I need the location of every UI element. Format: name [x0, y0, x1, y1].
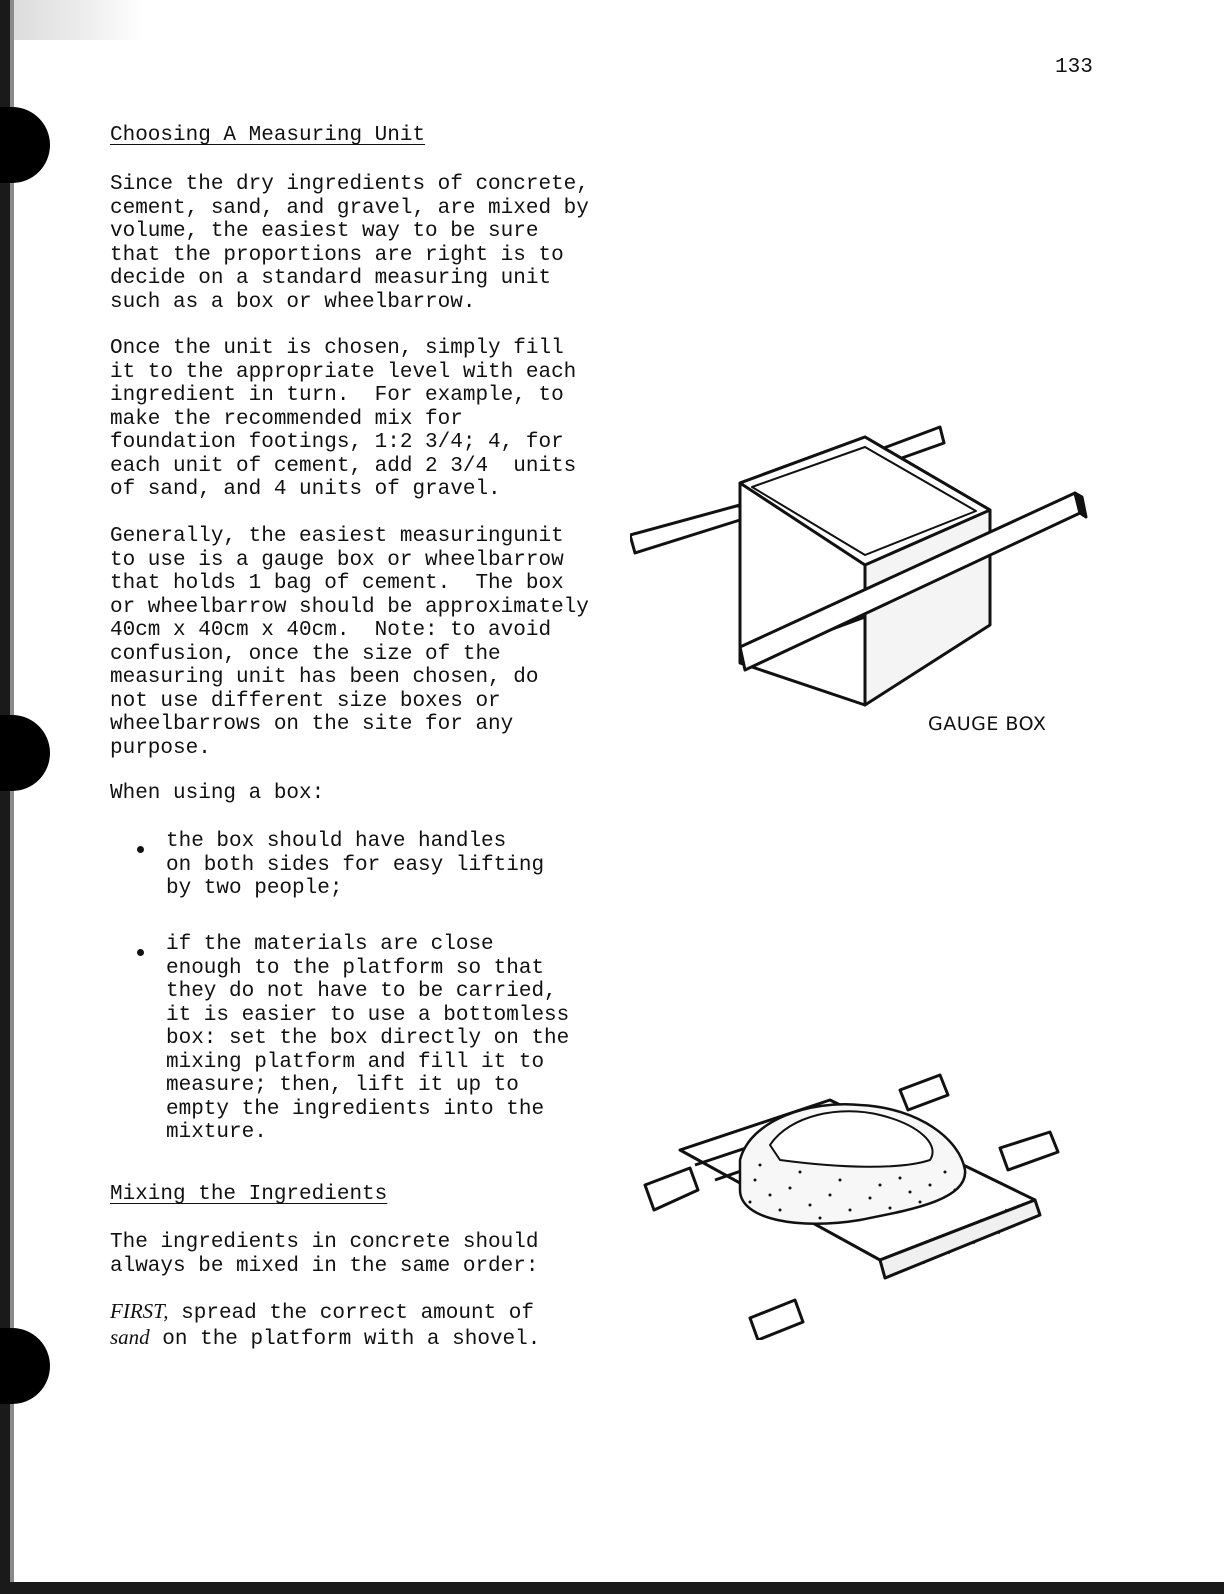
paragraph-when-using-box: When using a box:	[110, 782, 325, 805]
mixing-platform-illustration	[640, 1060, 1080, 1340]
punch-hole-bottom	[0, 1328, 50, 1404]
first-step-text-end: on the platform with a shovel.	[149, 1327, 541, 1351]
paragraph-gauge-box: Generally, the easiest measuringunit to use is a gauge box or wheelbarrow that holds 1 bag of cement. The box or wheelbarrow should be approximately 40cm x 40cm x 40cm. Note: to avoid confusion, once the size of the measuring unit has been chosen, do not use different size boxes or wheelbarrows on the site for any purpose.	[110, 525, 589, 760]
paragraph-dry-ingredients: Since the dry ingredients of concrete, cement, sand, and gravel, are mixed by volume, the easiest way to be sure that the proportions are right is to decide on a standard measuring unit such as a box or wheelbarrow.	[110, 173, 589, 314]
gauge-box-caption: GAUGE BOX	[928, 713, 1047, 735]
section-heading-measuring-unit: Choosing A Measuring Unit	[110, 124, 426, 147]
bullet-marker	[137, 846, 144, 853]
scan-artifact	[14, 0, 144, 40]
punch-hole-middle	[0, 715, 50, 791]
paragraph-first-step	[110, 1300, 540, 1351]
bullet-item-bottomless-box: if the materials are close enough to the platform so that they do not have to be carried, it is easier to use a bottomless box: set the box directly on the mixing platform and fill it to measure; then, lift it up to empty the ingredients into the mixture.	[166, 933, 570, 1144]
page-bottom-edge	[0, 1582, 1224, 1594]
page-number: 133	[1055, 56, 1093, 79]
paragraph-unit-chosen: Once the unit is chosen, simply fill it to the appropriate level with each ingredient in turn. For example, to make the recommended mix for foundation footings, 1:2 3/4; 4, for each unit of cement, add 2 3/4 units of sand, and 4 units of gravel.	[110, 337, 577, 501]
gauge-box-illustration	[630, 415, 1100, 715]
section-heading-mixing: Mixing the Ingredients	[110, 1183, 388, 1206]
emphasis-sand: sand	[110, 1324, 150, 1349]
paragraph-mixing-order: The ingredients in concrete should always be mixed in the same order:	[110, 1231, 539, 1278]
bullet-item-handles: the box should have handles on both sides for easy lifting by two people;	[166, 830, 545, 900]
punch-hole-top	[0, 107, 50, 183]
emphasis-first: FIRST,	[110, 1299, 169, 1323]
first-step-text: spread the correct amount of	[181, 1302, 534, 1325]
bullet-marker	[137, 949, 144, 956]
